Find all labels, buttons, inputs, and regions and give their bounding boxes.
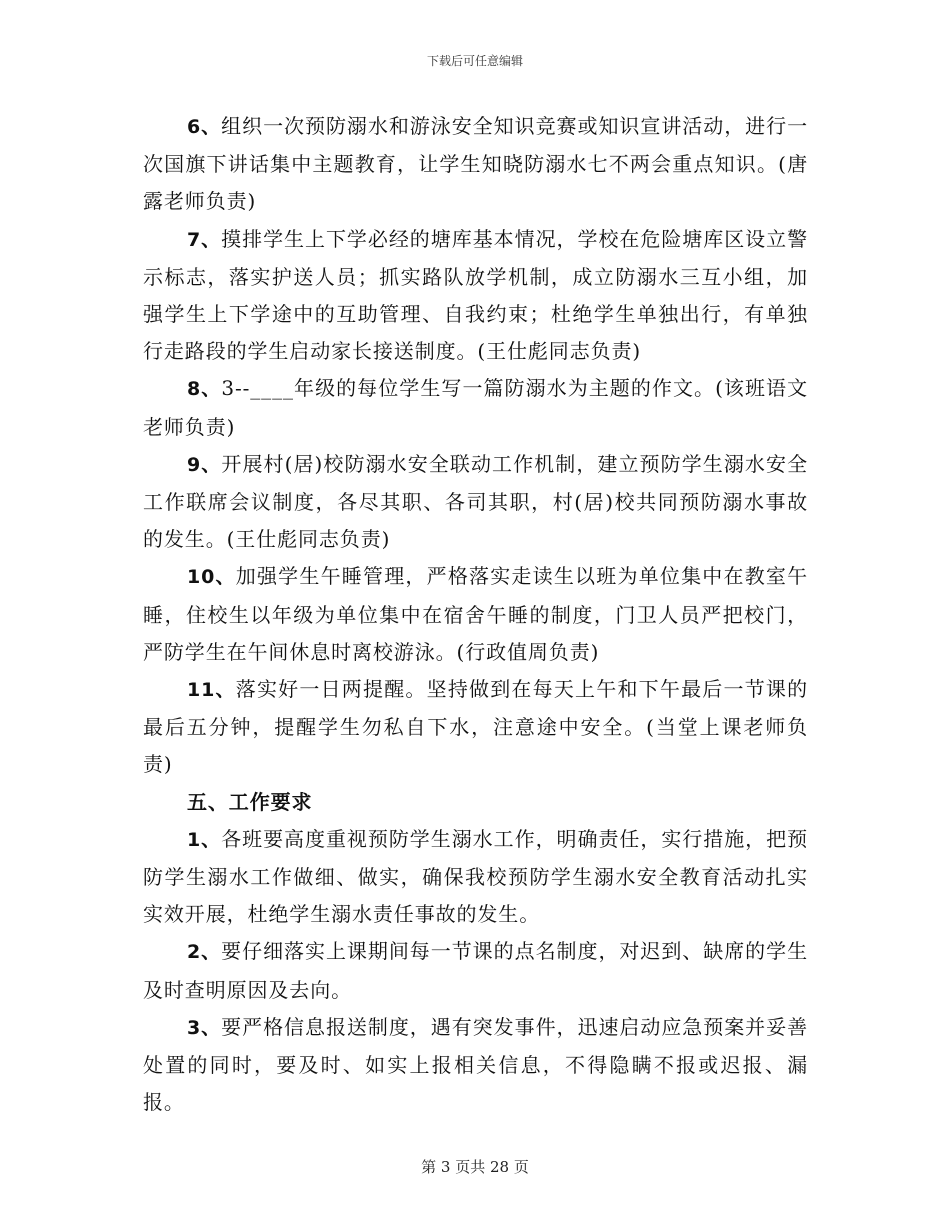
- list-item: [143, 370, 808, 445]
- item-number: 8、: [187, 378, 222, 401]
- item-number: 2、: [187, 941, 222, 964]
- item-text: 各班要高度重视预防学生溺水工作，明确责任，实行措施，把预防学生溺水工作做细、做实，确保我校预防学生溺水安全教育活动扎实实效开展，杜绝学生溺水责任事故的发生。: [143, 826, 808, 927]
- item-text: 摸排学生上下学必经的塘库基本情况，学校在危险塘库区设立警示标志，落实护送人员；抓实路队放学机制，成立防溺水三互小组，加强学生上下学途中的互助管理、自我约束；杜绝学生单独出行，有单独行走路段的学生启动家长接送制度。(王仕彪同志负责): [143, 226, 808, 364]
- section-heading: 五、工作要求: [187, 789, 313, 814]
- list-item: [143, 1009, 808, 1122]
- page-header: 下载后可任意编辑: [426, 54, 523, 68]
- item-text: 组织一次预防溺水和游泳安全知识竞赛或知识宣讲活动，进行一次国旗下讲话集中主题教育，让学生知晓防溺水七不两会重点知识。(唐露老师负责): [143, 114, 808, 214]
- list-item: [143, 446, 808, 559]
- item-text: 开展村(居)校防溺水安全联动工作机制，建立预防学生溺水安全工作联席会议制度，各尽其职、各司其职，村(居)校共同预防溺水事故的发生。(王仕彪同志负责): [143, 451, 808, 552]
- page-footer: 第 3 页共 28 页: [421, 1158, 529, 1176]
- document-body: [143, 108, 808, 1121]
- list-item: [143, 221, 808, 371]
- item-number: 6、: [187, 116, 222, 138]
- item-number: 7、: [187, 228, 222, 251]
- list-item: [143, 821, 808, 934]
- item-number: 1、: [187, 828, 222, 851]
- item-number: 11、: [187, 679, 236, 702]
- list-item: [143, 933, 808, 1008]
- item-number: 3、: [187, 1016, 222, 1039]
- item-text: 要严格信息报送制度，遇有突发事件，迅速启动应急预案并妥善处置的同时，要及时、如实上报相关信息，不得隐瞒不报或迟报、漏报。: [143, 1014, 808, 1115]
- item-text: 落实好一日两提醒。坚持做到在每天上午和下午最后一节课的最后五分钟，提醒学生勿私自下水，注意途中安全。(当堂上课老师负责): [143, 677, 809, 777]
- item-text: 要仔细落实上课期间每一节课的点名制度，对迟到、缺席的学生及时查明原因及去向。: [143, 939, 808, 1002]
- item-number: 9、: [187, 453, 222, 476]
- item-text: 加强学生午睡管理，严格落实走读生以班为单位集中在教室午睡，住校生以年级为单位集中在宿舍午睡的制度，门卫人员严把校门，严防学生在午间休息时离校游泳。(行政值周负责): [143, 564, 809, 664]
- list-item: [143, 108, 808, 221]
- list-item: [143, 558, 808, 671]
- item-text: 3--____年级的每位学生写一篇防溺水为主题的作文。(该班语文老师负责): [143, 376, 808, 439]
- item-number: 10、: [187, 566, 236, 589]
- list-item: [143, 671, 808, 784]
